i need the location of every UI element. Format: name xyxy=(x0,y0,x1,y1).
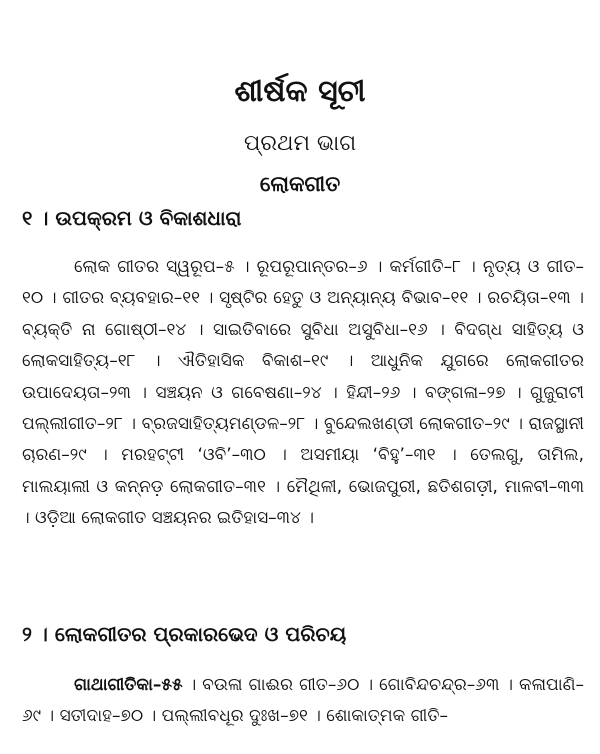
section-1-text: ଲୋକ ଗୀତର ସ୍ୱରୂପ–୫ । ରୂପରୂପାନ୍ତର–୬ । କର୍ମଗୀତି–୮ । ନୃତ୍ୟ ଓ ଗୀତ–୧୦ । ଗୀତର ବ୍ୟବହାର–୧୧ । ସୃଷ୍ଟିର ହେତୁ ଓ ଅନ୍ୟାନ୍ୟ ବିଭାବ–୧୧ । ରଚୟିତା–୧୩ । ବ୍ୟକ୍ତି ନା ଗୋଷ୍ଠୀ–୧୪ । ସାଇତିବାରେ ସୁବିଧା ଅସୁବିଧା–୧୬ । ବିଦଗ୍ଧ ସାହିତ୍ୟ ଓ ଲୋକସାହିତ୍ୟ–୧୮ । ଐତିହାସିକ ବିକାଶ–୧୯ । ଆଧୁନିକ ଯୁଗରେ ଲୋକଗୀତର ଉପାଦେୟତା–୨୩ । ସଞ୍ଚୟନ ଓ ଗବେଷଣା–୨୪ । ହିନ୍ଦୀ–୨୬ । ବଙ୍ଗଳା–୨୭ । ଗୁଜୁରାଟୀ ପଲ୍ଲୀଗୀତ–୨୮ । ବ୍ରଜସାହିତ୍ୟମଣ୍ଡଳ–୨୮ । ବୁନ୍ଦେଲଖଣ୍ଡୀ ଲୋକଗୀତ–୨୯ । ରାଜସ୍ଥାନୀ ଚାରଣ–୨୯ । ମରହଟ୍ଟୀ ‘ଓବି’–୩୦ । ଅସମୀୟା ‘ବିହୁ’–୩୧ । ତେଲଗୁ, ତାମିଲ, ମାଲୟାଲୀ ଓ କନ୍ନଡ଼ ଲୋକଗୀତ–୩୧ । ମୈଥିଳୀ, ଭୋଜପୁରୀ, ଛତିଶଗଡ଼ୀ, ମାଳବୀ–୩୩ । ଓଡ଼ିଆ ଲୋକଗୀତ ସଞ୍ଚୟନର ଇତିହାସ–୩୪ । xyxy=(22,257,584,529)
part-title: ପ୍ରଥମ ଭାଗ xyxy=(243,131,357,156)
page-title: ଶୀର୍ଷକ ସୂଚୀ xyxy=(234,74,366,109)
section-2-text xyxy=(22,670,584,733)
section-2-heading: ୨ । ଲୋକଗୀତର ପ୍ରକାରଭେଦ ଓ ପରିଚୟ xyxy=(22,622,347,646)
section-1-heading: ୧ । ଉପକ୍ରମ ଓ ବିକାଶଧାରା xyxy=(22,206,242,230)
section-2-lead: ଗାଥାଗୀତିକା–୫୫ xyxy=(74,675,183,695)
subtitle: ଲୋକଗୀତ xyxy=(259,172,341,196)
section-2-rest: । ବଉଳା ଗାଈର ଗୀତ–୬୦ । ଗୋବିନ୍ଦଚନ୍ଦ୍ର–୬୩ । କଳାପାଣି–୬୯ । ସତୀଦାହ–୭୦ । ପଲ୍ଲୀବଧୂର ଦୁଃଖ–୭୧ । ଶୋକାତ୍ମକ ଗୀତି– xyxy=(22,675,584,727)
